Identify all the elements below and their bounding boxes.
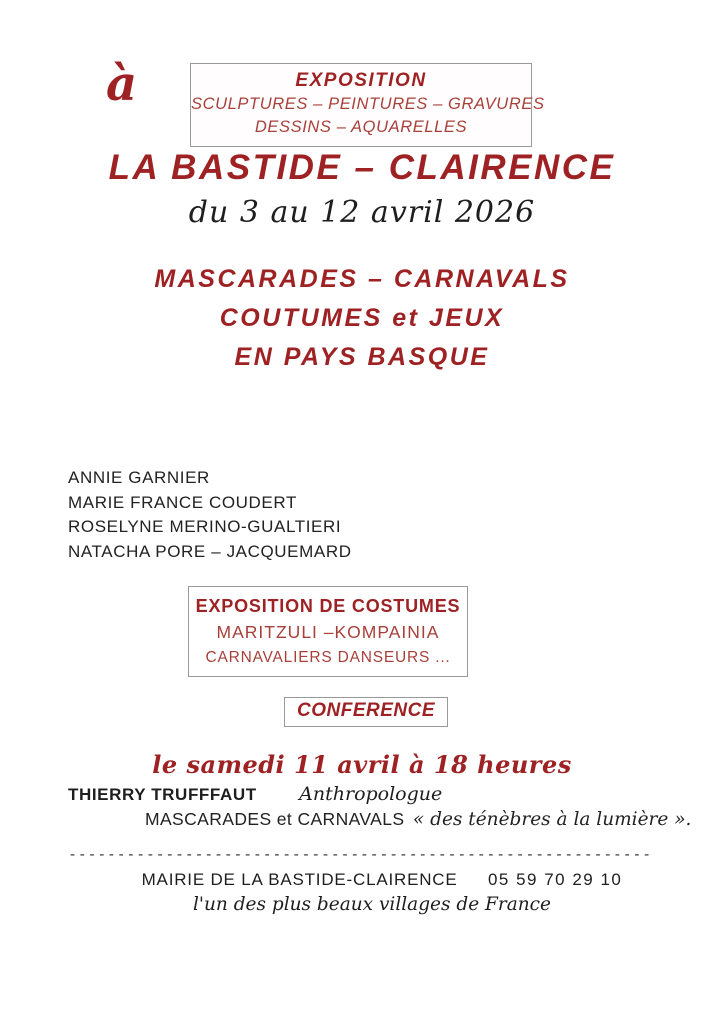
mairie-phone: 05 59 70 29 10 xyxy=(487,870,623,889)
city-title: LA BASTIDE – CLAIRENCE xyxy=(108,148,616,187)
speaker-name: THIERRY TRUFFFAUT xyxy=(68,785,257,804)
date-range: du 3 au 12 avril 2026 xyxy=(188,195,536,230)
mairie-name: MAIRIE DE LA BASTIDE-CLAIRENCE xyxy=(141,870,458,889)
artist-name: MARIE FRANCE COUDERT xyxy=(68,492,297,512)
dashed-divider: ------------------------------------------------------------ xyxy=(68,845,652,863)
costume-box-title: EXPOSITION DE COSTUMES xyxy=(195,596,461,616)
exposition-box xyxy=(190,63,545,147)
mairie-line xyxy=(40,870,724,890)
artists-list xyxy=(68,466,352,564)
theme-block xyxy=(0,260,724,377)
conference-box: CONFERENCE xyxy=(284,697,448,727)
talk-title-script: « des ténèbres à la lumière ». xyxy=(412,809,692,830)
costume-box-line1: MARITZULI –KOMPAINIA xyxy=(216,622,440,642)
theme-line-1: MASCARADES – CARNAVALS xyxy=(154,265,570,293)
exposition-box-title: EXPOSITION xyxy=(295,70,427,91)
artist-name: NATACHA PORE – JACQUEMARD xyxy=(68,541,352,561)
artist-name: ANNIE GARNIER xyxy=(68,468,210,487)
exposition-box-line1: SCULPTURES – PEINTURES – GRAVURES xyxy=(191,95,545,113)
theme-line-2: COUTUMES et JEUX xyxy=(219,304,505,332)
conference-datetime: le samedi 11 avril à 18 heures xyxy=(152,750,572,779)
speaker-line xyxy=(68,783,442,805)
talk-title-line xyxy=(145,809,691,830)
at-word: à xyxy=(106,56,138,112)
costume-box xyxy=(188,586,468,677)
costume-box-line2: CARNAVALIERS DANSEURS ... xyxy=(205,649,451,666)
talk-title-print: MASCARADES et CARNAVALS xyxy=(145,809,405,829)
speaker-role: Anthropologue xyxy=(299,783,443,805)
artist-name: ROSELYNE MERINO-GUALTIERI xyxy=(68,517,342,536)
village-tagline: l'un des plus beaux villages de France xyxy=(193,894,551,915)
exposition-box-line2: DESSINS – AQUARELLES xyxy=(254,118,468,136)
theme-line-3: EN PAYS BASQUE xyxy=(234,343,490,371)
